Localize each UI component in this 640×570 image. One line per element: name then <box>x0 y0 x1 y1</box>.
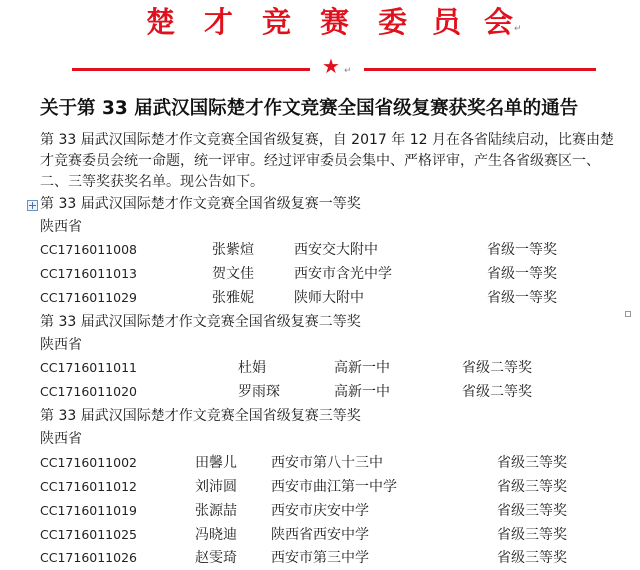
award-level: 省级一等奖 <box>487 290 557 306</box>
award-level: 省级二等奖 <box>462 360 532 376</box>
school-name: 高新一中 <box>334 384 390 400</box>
award-level: 省级一等奖 <box>487 242 557 258</box>
school-name: 高新一中 <box>334 360 390 376</box>
entry-id: CC1716011025 <box>40 527 137 542</box>
school-name: 西安交大附中 <box>294 242 378 258</box>
committee-title-char: 赛 <box>320 5 350 39</box>
award-level: 省级一等奖 <box>487 266 557 282</box>
committee-title-char: 才 <box>204 5 234 39</box>
student-name: 罗雨琛 <box>238 384 280 400</box>
award-level: 省级三等奖 <box>497 527 567 543</box>
school-name: 陕西省西安中学 <box>271 527 369 543</box>
entry-id: CC1716011012 <box>40 479 137 494</box>
paragraph-mark-icon: ↵ <box>514 24 522 34</box>
student-name: 杜娟 <box>238 360 266 376</box>
student-name: 贺文佳 <box>212 266 254 282</box>
entry-id: CC1716011026 <box>40 550 137 565</box>
school-name: 西安市庆安中学 <box>271 503 369 519</box>
award-level: 省级三等奖 <box>497 503 567 519</box>
section-heading: 第 33 届武汉国际楚才作文竞赛全国省级复赛一等奖 <box>40 196 361 212</box>
intro-line: 二、三等奖获奖名单。现公告如下。 <box>40 174 264 190</box>
province-label: 陕西省 <box>40 431 82 447</box>
committee-title-char: 竞 <box>262 5 292 39</box>
red-star-icon: ★ <box>322 54 340 78</box>
province-label: 陕西省 <box>40 219 82 235</box>
entry-id: CC1716011019 <box>40 503 137 518</box>
school-name: 陕师大附中 <box>294 290 364 306</box>
award-level: 省级三等奖 <box>497 455 567 471</box>
intro-line: 第 33 届武汉国际楚才作文竞赛全国省级复赛，自 2017 年 12 月在各省陆续启动，比赛由楚 <box>40 132 614 148</box>
committee-title-char: 委 <box>378 5 408 39</box>
committee-title-char: 会 <box>484 5 514 39</box>
entry-id: CC1716011002 <box>40 455 137 470</box>
school-name: 西安市第三中学 <box>271 550 369 566</box>
student-name: 刘沛圆 <box>195 479 237 495</box>
intro-line: 才竞赛委员会统一命题，统一评审。经过评审委员会集中、严格评审，产生各省级赛区一、 <box>40 153 600 169</box>
school-name: 西安市含光中学 <box>294 266 392 282</box>
award-level: 省级二等奖 <box>462 384 532 400</box>
student-name: 冯晓迪 <box>195 527 237 543</box>
entry-id: CC1716011013 <box>40 266 137 281</box>
table-resize-handle-icon[interactable] <box>625 311 631 317</box>
entry-id: CC1716011029 <box>40 290 137 305</box>
section-heading: 第 33 届武汉国际楚才作文竞赛全国省级复赛三等奖 <box>40 408 361 424</box>
divider-line-right <box>364 68 596 71</box>
entry-id: CC1716011011 <box>40 360 137 375</box>
student-name: 张雅妮 <box>212 290 254 306</box>
student-name: 张紫煊 <box>212 242 254 258</box>
school-name: 西安市第八十三中 <box>271 455 383 471</box>
student-name: 田馨儿 <box>195 455 237 471</box>
province-label: 陕西省 <box>40 337 82 353</box>
notice-title: 关于第 33 届武汉国际楚才作文竞赛全国省级复赛获奖名单的通告 <box>40 98 579 119</box>
divider-line-left <box>72 68 310 71</box>
committee-title-char: 楚 <box>146 5 176 39</box>
table-move-handle-icon[interactable] <box>27 200 38 211</box>
paragraph-mark-icon: ↵ <box>344 66 352 76</box>
student-name: 赵雯琦 <box>195 550 237 566</box>
school-name: 西安市曲江第一中学 <box>271 479 397 495</box>
award-level: 省级三等奖 <box>497 479 567 495</box>
entry-id: CC1716011020 <box>40 384 137 399</box>
student-name: 张源喆 <box>195 503 237 519</box>
entry-id: CC1716011008 <box>40 242 137 257</box>
section-heading: 第 33 届武汉国际楚才作文竞赛全国省级复赛二等奖 <box>40 314 361 330</box>
award-level: 省级三等奖 <box>497 550 567 566</box>
committee-title <box>0 2 640 42</box>
committee-title-char: 员 <box>432 5 462 39</box>
